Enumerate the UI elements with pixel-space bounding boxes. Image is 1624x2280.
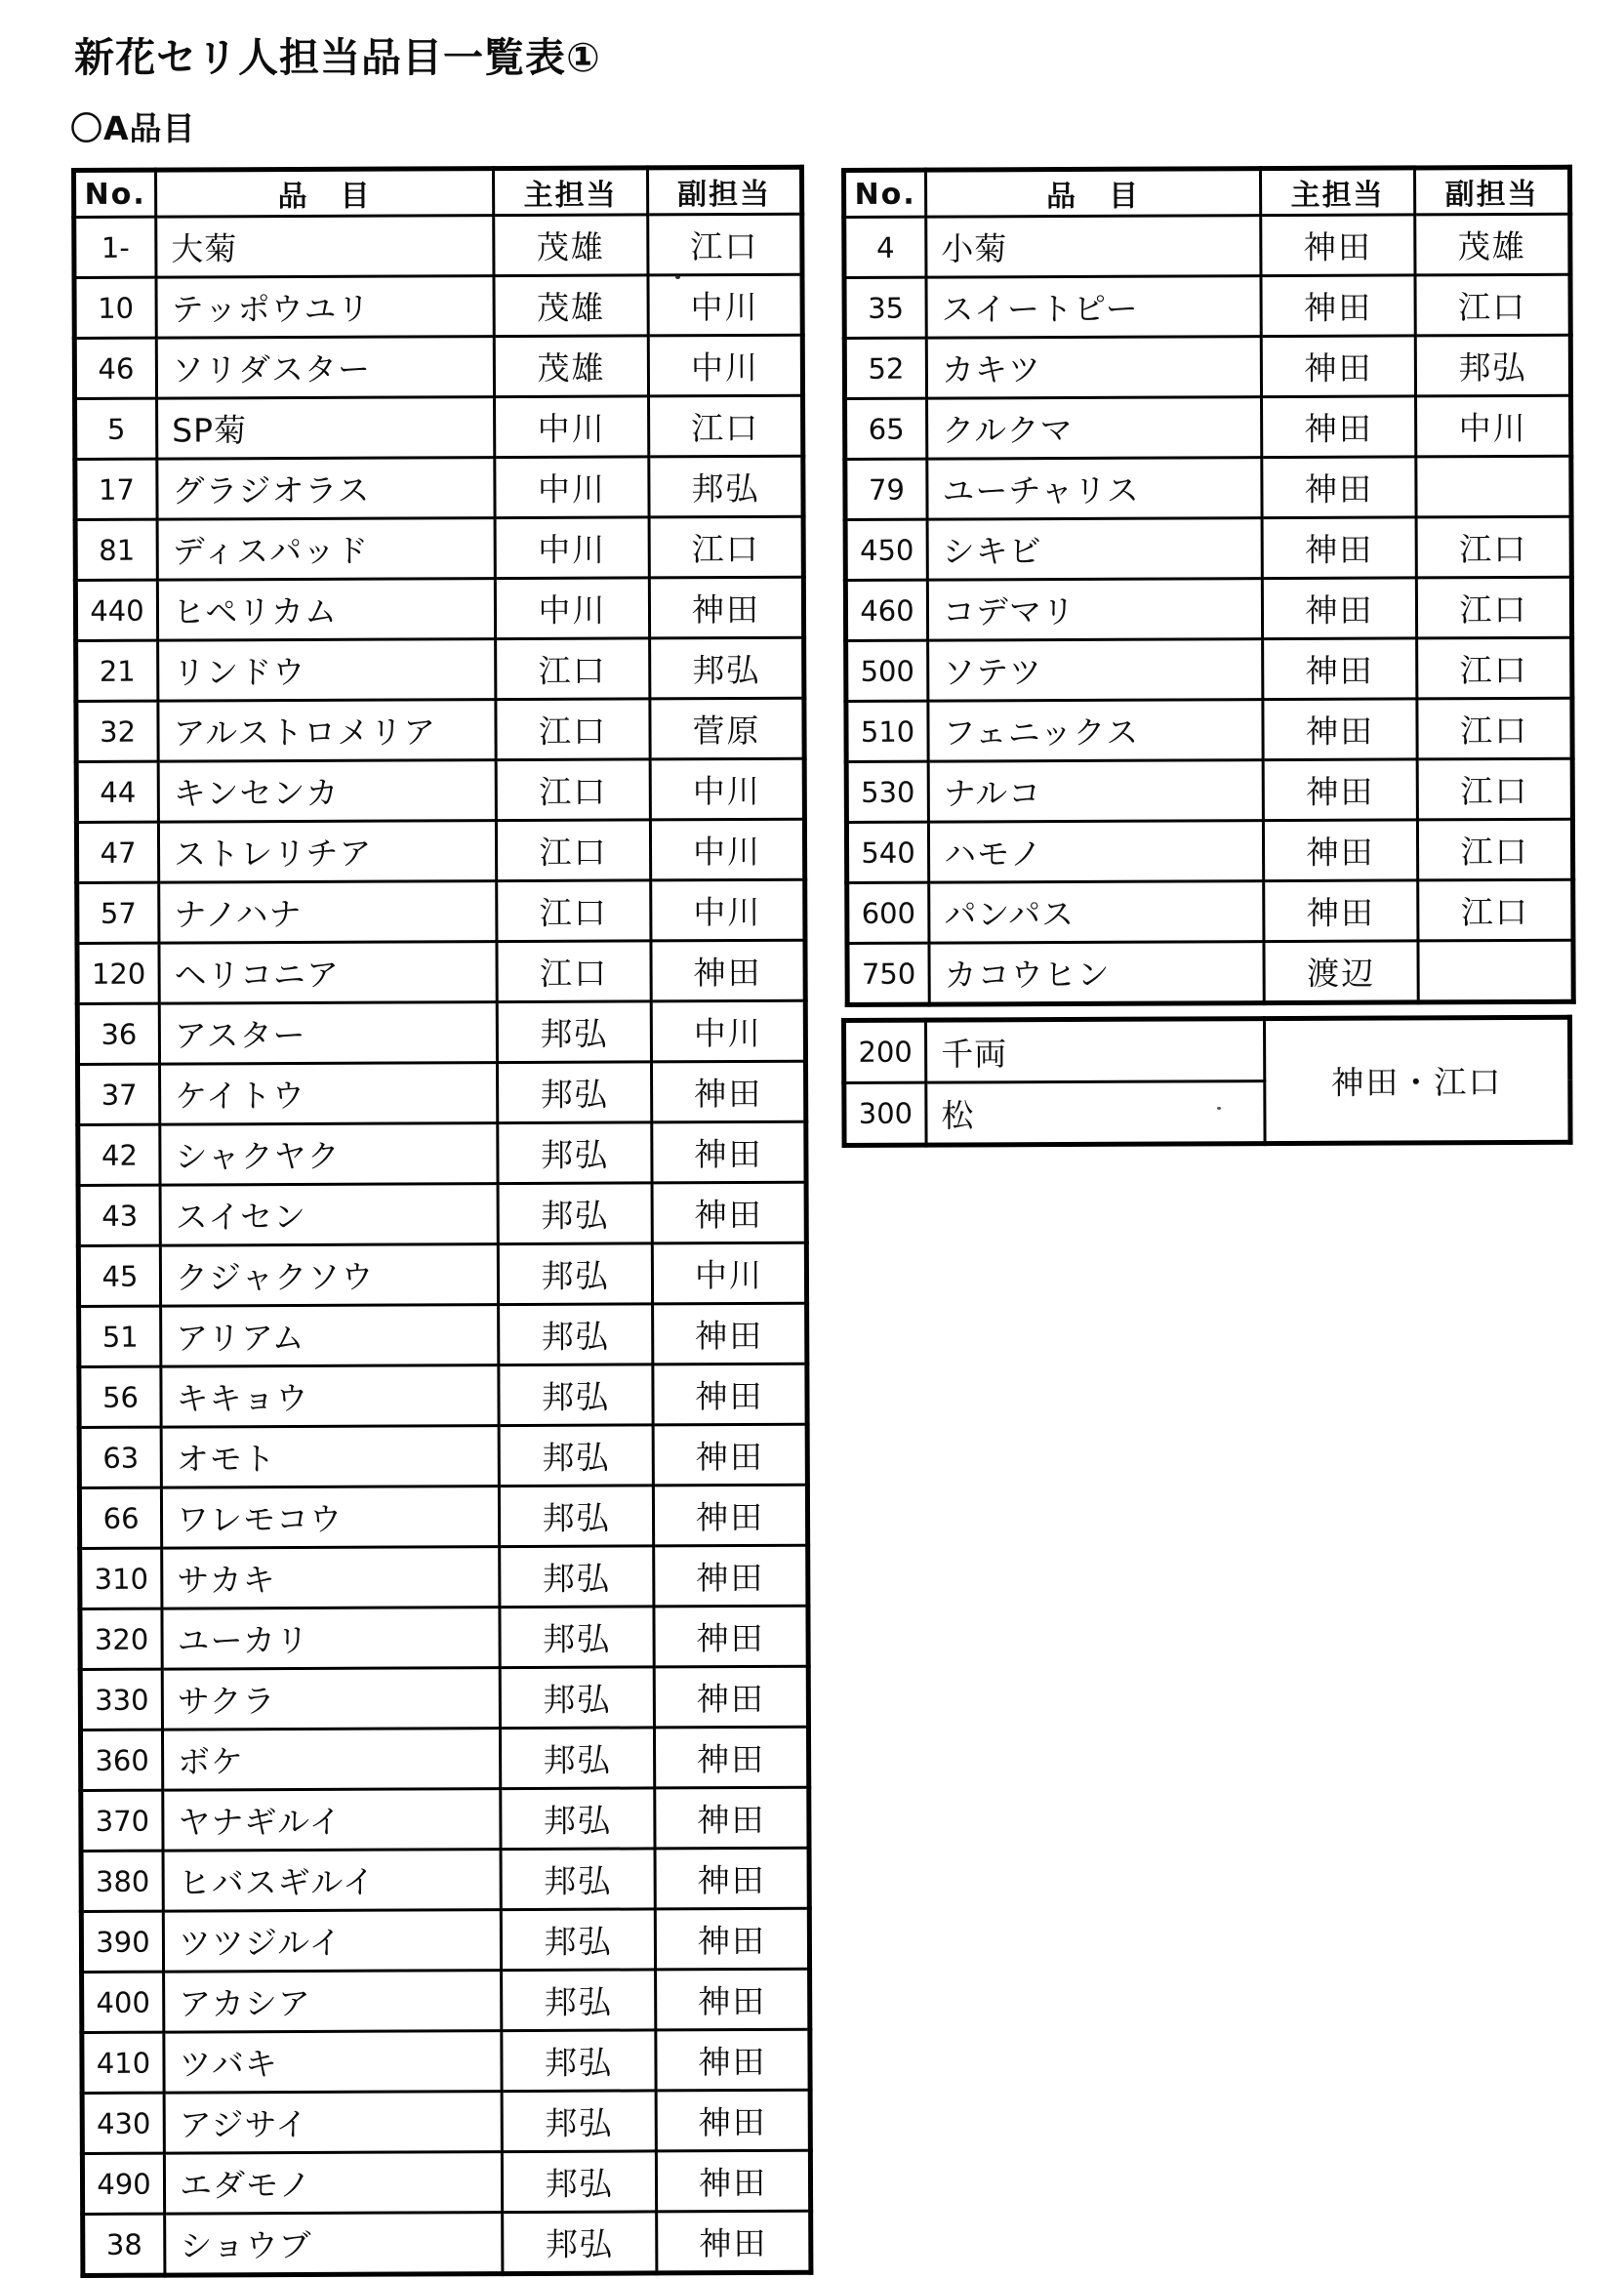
secondary-staff: 中川	[650, 819, 804, 880]
item-no: 51	[79, 1306, 161, 1366]
table-row	[77, 940, 805, 1003]
secondary-staff: 神田	[653, 1303, 807, 1364]
primary-staff: 邦弘	[503, 2212, 657, 2274]
col-header-secondary: 副担当	[1415, 167, 1570, 215]
table-row	[74, 214, 802, 277]
secondary-staff: 神田	[651, 940, 805, 1001]
primary-staff: 茂雄	[494, 275, 648, 337]
item-name: カキツ	[926, 337, 1261, 398]
secondary-staff: 神田	[656, 1969, 810, 2030]
item-no: 460	[845, 580, 927, 640]
primary-staff: 茂雄	[494, 336, 648, 397]
table-row	[75, 516, 803, 580]
secondary-staff: 神田	[652, 1061, 806, 1122]
secondary-staff: 中川	[651, 1000, 805, 1062]
item-no: 57	[77, 882, 159, 943]
table-row	[83, 2211, 811, 2275]
primary-staff: 中川	[495, 578, 649, 639]
table-row	[80, 1606, 808, 1669]
secondary-staff: 茂雄	[1415, 214, 1570, 275]
item-name: クジャクソウ	[160, 1244, 498, 1307]
secondary-staff	[1416, 456, 1571, 517]
primary-staff: 中川	[495, 517, 649, 579]
primary-staff: 邦弘	[501, 1909, 655, 1971]
item-name: カコウヒン	[929, 942, 1264, 1004]
table-row	[81, 1908, 809, 1972]
secondary-staff: 江口	[1417, 698, 1572, 759]
table-row	[76, 698, 804, 761]
secondary-staff: 神田	[655, 1848, 809, 1909]
secondary-staff: 神田	[652, 1182, 806, 1243]
table-row	[80, 1666, 808, 1730]
item-name: SP菊	[157, 397, 495, 460]
table-row	[76, 637, 804, 701]
item-name: アリアム	[161, 1305, 499, 1367]
table-row	[75, 456, 803, 519]
item-no: 370	[81, 1790, 163, 1851]
item-name: ユーチャリス	[927, 458, 1262, 519]
secondary-staff: 神田	[654, 1545, 808, 1607]
primary-staff: 渡辺	[1264, 941, 1418, 1003]
secondary-staff: 神田	[656, 2090, 810, 2151]
primary-staff: 邦弘	[500, 1607, 654, 1668]
item-no: 430	[82, 2093, 164, 2153]
section-label: 〇A品目	[70, 109, 196, 147]
merged-staff-cell: 神田・江口	[1265, 1017, 1571, 1143]
item-no: 65	[845, 398, 927, 459]
col-header-item: 品 目	[926, 169, 1261, 217]
item-name: ナルコ	[928, 760, 1263, 822]
primary-staff: 邦弘	[499, 1425, 653, 1486]
table-row	[77, 879, 805, 943]
secondary-staff: 中川	[648, 274, 802, 336]
item-no: 44	[76, 761, 158, 822]
item-no: 45	[78, 1245, 160, 1306]
primary-staff: 邦弘	[502, 2151, 656, 2213]
item-no: 530	[846, 761, 928, 822]
item-name: ボケ	[162, 1729, 500, 1791]
item-no: 310	[80, 1548, 162, 1608]
secondary-staff: 神田	[655, 1787, 809, 1849]
table-row	[844, 214, 1570, 277]
secondary-staff: 神田	[653, 1424, 807, 1486]
secondary-staff: 江口	[648, 214, 802, 275]
primary-staff: 神田	[1262, 457, 1416, 518]
primary-staff: 神田	[1262, 517, 1416, 579]
scan-speck	[675, 275, 680, 279]
table-row	[847, 940, 1573, 1004]
primary-staff: 邦弘	[497, 1001, 651, 1063]
table-row	[846, 698, 1572, 761]
table-row	[844, 274, 1570, 338]
item-name: ヒバスギルイ	[163, 1850, 501, 1912]
table-row	[81, 1787, 809, 1851]
assignment-table-left	[71, 165, 813, 2278]
col-header-no: No.	[844, 170, 926, 217]
item-no: 4	[844, 217, 926, 277]
table-row	[845, 456, 1571, 519]
table-row	[78, 1242, 806, 1306]
primary-staff: 神田	[1262, 396, 1416, 458]
secondary-staff: 江口	[1418, 879, 1573, 941]
item-no: 360	[80, 1730, 162, 1790]
table-row	[82, 2150, 810, 2214]
item-no: 43	[78, 1185, 160, 1245]
item-no: 440	[75, 580, 157, 640]
table-row	[78, 1061, 806, 1124]
secondary-staff: 江口	[1415, 274, 1570, 336]
table-row	[74, 335, 802, 398]
item-name: ショウブ	[165, 2213, 503, 2276]
table-row	[77, 1000, 805, 1064]
item-no: 400	[82, 1972, 164, 2032]
table-row	[78, 1182, 806, 1245]
primary-staff: 神田	[1263, 638, 1417, 700]
secondary-staff: 邦弘	[649, 456, 803, 517]
table-row	[844, 1017, 1570, 1082]
primary-staff: 江口	[497, 880, 651, 942]
table-row	[76, 758, 804, 822]
assignment-table-right	[841, 165, 1576, 1007]
secondary-staff: 中川	[648, 335, 802, 396]
item-no: 52	[844, 338, 926, 398]
primary-staff: 邦弘	[502, 2030, 656, 2092]
secondary-staff	[1418, 940, 1573, 1002]
item-name: コデマリ	[927, 579, 1262, 640]
item-name: ユーカリ	[162, 1608, 500, 1670]
item-name: ヘリコニア	[159, 942, 497, 1004]
shared-assignment-table	[841, 1015, 1573, 1148]
secondary-staff: 江口	[1417, 758, 1572, 820]
col-header-secondary: 副担当	[648, 167, 802, 215]
item-name: ヤナギルイ	[163, 1789, 501, 1852]
primary-staff: 邦弘	[499, 1486, 653, 1547]
table-row	[75, 577, 803, 640]
secondary-staff: 邦弘	[1415, 335, 1570, 396]
item-name: ソリダスター	[156, 337, 494, 399]
item-no: 410	[82, 2032, 164, 2093]
primary-staff: 江口	[497, 941, 651, 1002]
item-no: 56	[79, 1366, 161, 1427]
secondary-staff: 中川	[650, 758, 804, 820]
item-no: 390	[81, 1911, 163, 1972]
table-row	[82, 1969, 810, 2032]
primary-staff: 邦弘	[499, 1364, 653, 1426]
item-name: ワレモコウ	[161, 1486, 499, 1549]
item-name: ナノハナ	[159, 881, 497, 944]
item-name: サクラ	[162, 1668, 500, 1730]
primary-staff: 邦弘	[501, 1849, 655, 1910]
item-name: スイートピー	[926, 276, 1261, 338]
scan-speck	[1217, 1107, 1221, 1110]
primary-staff: 江口	[496, 638, 650, 700]
secondary-staff: 神田	[652, 1121, 806, 1183]
item-no: 42	[78, 1124, 160, 1185]
table-header	[844, 167, 1570, 217]
item-name: ツツジルイ	[163, 1910, 501, 1973]
item-name: スイセン	[160, 1184, 498, 1246]
table-row	[846, 819, 1572, 882]
item-no: 750	[847, 943, 929, 1004]
primary-staff: 神田	[1262, 578, 1416, 639]
item-no: 17	[75, 459, 157, 519]
item-no: 63	[79, 1427, 161, 1487]
table-header	[74, 167, 802, 217]
primary-staff: 邦弘	[501, 1788, 655, 1850]
item-name: シキビ	[927, 518, 1262, 580]
item-name: アルストロメリア	[158, 700, 496, 762]
secondary-staff: 神田	[654, 1727, 808, 1788]
primary-staff: 邦弘	[498, 1243, 652, 1305]
table-row	[81, 1848, 809, 1911]
secondary-staff: 江口	[649, 395, 803, 457]
secondary-staff: 中川	[651, 879, 805, 941]
item-no: 10	[74, 277, 156, 338]
secondary-staff: 江口	[1416, 516, 1571, 578]
item-no: 510	[846, 701, 928, 761]
secondary-staff: 神田	[653, 1364, 807, 1425]
item-name: ケイトウ	[160, 1063, 498, 1125]
primary-staff: 中川	[495, 396, 649, 458]
item-name: 松	[926, 1081, 1265, 1146]
primary-staff: 神田	[1263, 759, 1417, 821]
table-row	[80, 1727, 808, 1790]
table-row	[844, 335, 1570, 398]
primary-staff: 邦弘	[498, 1122, 652, 1184]
col-header-item: 品 目	[156, 169, 494, 218]
item-name: アスター	[159, 1002, 497, 1065]
item-name: アカシア	[164, 1971, 502, 2033]
item-no: 1-	[74, 217, 156, 277]
primary-staff: 江口	[496, 759, 650, 821]
table-row	[75, 395, 803, 459]
table-row	[79, 1485, 807, 1548]
item-name: ストレリチア	[158, 821, 496, 883]
table-row	[78, 1121, 806, 1185]
secondary-staff: 江口	[1416, 577, 1571, 638]
table-row	[79, 1424, 807, 1487]
item-name: サカキ	[162, 1547, 500, 1609]
item-name: キキョウ	[161, 1365, 499, 1428]
item-name: エダモノ	[164, 2152, 502, 2215]
secondary-staff: 江口	[1417, 819, 1572, 880]
header-row	[844, 167, 1570, 217]
item-name: キンセンカ	[158, 760, 496, 823]
table-row	[80, 1545, 808, 1608]
item-name: クルクマ	[927, 397, 1262, 459]
item-no: 46	[74, 338, 156, 398]
primary-staff: 神田	[1263, 699, 1417, 760]
item-no: 32	[76, 701, 158, 761]
primary-staff: 中川	[495, 457, 649, 518]
secondary-staff: 江口	[1417, 637, 1572, 699]
secondary-staff: 神田	[653, 1485, 807, 1546]
item-name: 千両	[926, 1019, 1265, 1083]
item-name: 大菊	[156, 216, 494, 278]
secondary-staff: 江口	[649, 516, 803, 578]
primary-staff: 邦弘	[499, 1304, 653, 1365]
item-no: 500	[846, 640, 928, 701]
table-row	[847, 879, 1573, 943]
primary-staff: 邦弘	[498, 1183, 652, 1244]
item-no: 5	[75, 398, 157, 459]
primary-staff: 江口	[496, 820, 650, 881]
secondary-staff: 神田	[656, 2029, 810, 2091]
table-row	[845, 577, 1571, 640]
table-row	[79, 1364, 807, 1427]
secondary-staff: 神田	[656, 2150, 810, 2212]
secondary-staff: 中川	[1416, 395, 1571, 457]
item-name: グラジオラス	[157, 458, 495, 520]
item-name: シャクヤク	[160, 1123, 498, 1186]
item-no: 35	[844, 277, 926, 338]
col-header-no: No.	[74, 170, 156, 217]
item-no: 36	[77, 1003, 159, 1064]
item-no: 600	[847, 882, 929, 943]
table-row	[76, 819, 804, 882]
primary-staff: 邦弘	[500, 1728, 654, 1789]
item-name: パンパス	[929, 881, 1264, 943]
primary-staff: 邦弘	[500, 1667, 654, 1729]
item-no: 37	[78, 1064, 160, 1124]
primary-staff: 邦弘	[502, 1970, 656, 2031]
item-no: 79	[845, 459, 927, 519]
item-no: 81	[75, 519, 157, 580]
secondary-staff: 神田	[654, 1606, 808, 1667]
secondary-staff: 中川	[652, 1242, 806, 1304]
item-name: ソテツ	[928, 639, 1263, 701]
item-name: フェニックス	[928, 700, 1263, 761]
page-title: 新花セリ人担当品目一覧表①	[74, 34, 601, 81]
table-row	[846, 637, 1572, 701]
table-row	[79, 1303, 807, 1366]
item-no: 47	[76, 822, 158, 882]
item-no: 380	[81, 1851, 163, 1911]
item-no: 540	[846, 822, 928, 882]
col-header-primary: 主担当	[494, 168, 648, 216]
primary-staff: 邦弘	[498, 1062, 652, 1123]
primary-staff: 神田	[1261, 336, 1415, 397]
primary-staff: 神田	[1261, 275, 1415, 337]
secondary-staff: 神田	[657, 2211, 811, 2273]
item-no: 300	[844, 1082, 926, 1145]
item-no: 450	[845, 519, 927, 580]
item-name: ヒペリカム	[157, 579, 495, 641]
secondary-staff: 神田	[649, 577, 803, 638]
primary-staff: 神田	[1263, 820, 1417, 881]
item-no: 66	[79, 1487, 161, 1548]
primary-staff: 茂雄	[494, 215, 648, 276]
table-row	[845, 395, 1571, 459]
item-name: リンドウ	[158, 639, 496, 702]
primary-staff: 江口	[496, 699, 650, 760]
secondary-staff: 神田	[655, 1908, 809, 1970]
item-name: ハモノ	[928, 821, 1263, 882]
secondary-staff: 邦弘	[650, 637, 804, 699]
item-name: ツバキ	[164, 2031, 502, 2094]
primary-staff: 神田	[1261, 215, 1415, 276]
table-row	[82, 2090, 810, 2153]
item-name: アジサイ	[164, 2092, 502, 2154]
primary-staff: 邦弘	[502, 2091, 656, 2152]
table-row	[845, 516, 1571, 580]
primary-staff: 神田	[1264, 880, 1418, 942]
item-no: 490	[82, 2153, 164, 2214]
item-name: ディスパッド	[157, 518, 495, 581]
item-no: 320	[80, 1608, 162, 1669]
item-no: 330	[80, 1669, 162, 1730]
item-name: テッポウユリ	[156, 276, 494, 339]
table-row	[82, 2029, 810, 2093]
table-row	[846, 758, 1572, 822]
secondary-staff: 菅原	[650, 698, 804, 759]
header-row	[74, 167, 802, 217]
table-row	[74, 274, 802, 338]
item-no: 200	[844, 1020, 926, 1082]
item-name: オモト	[161, 1426, 499, 1488]
item-no: 38	[83, 2214, 165, 2275]
col-header-primary: 主担当	[1261, 168, 1415, 216]
item-name: 小菊	[926, 216, 1261, 277]
secondary-staff: 神田	[654, 1666, 808, 1728]
primary-staff: 邦弘	[500, 1546, 654, 1608]
item-no: 21	[76, 640, 158, 701]
item-no: 120	[77, 943, 159, 1003]
